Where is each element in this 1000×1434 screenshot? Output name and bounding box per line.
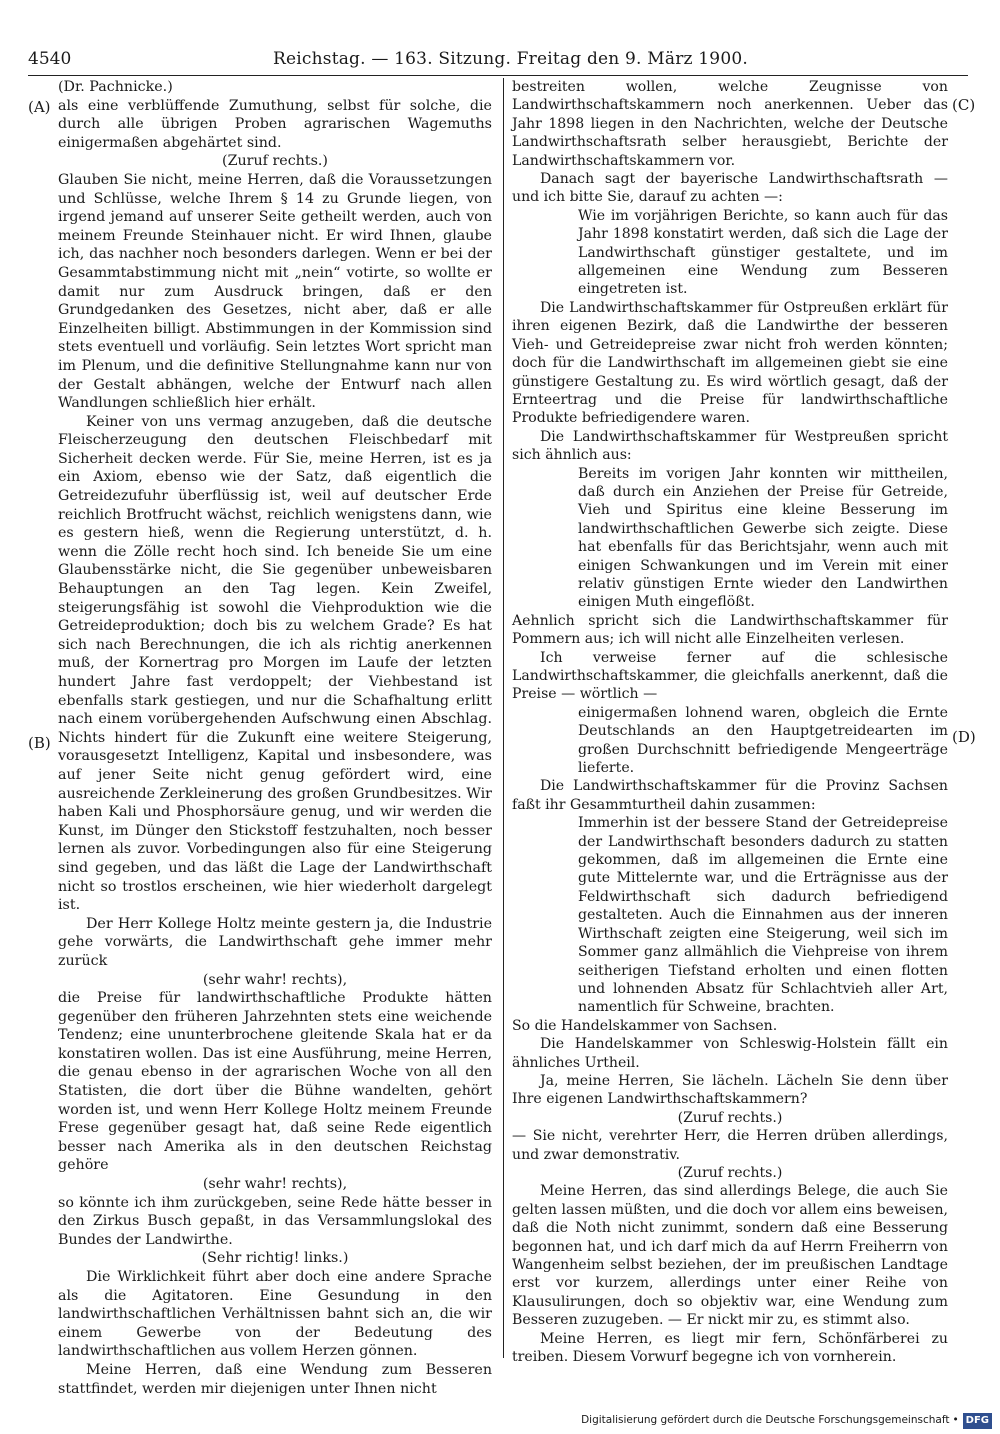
paragraph: Glauben Sie nicht, meine Herren, daß die Voraussetzungen und Schlüsse, welche Ihrem § 14 zu Grunde liegen, von irgend jemand auf unserer Seite getheilt werden, auch von meinem Freunde Steinhauer nicht. Er wird Ihnen, glaube ich, das nachher noch besonders darlegen. Wenn er bei der Gesammtabstimmung nicht mit „nein“ votirte, so wollte er damit nur zum Ausdruck bringen, daß er den Grundgedanken des Gesetzes, nicht aber, daß er alle Einzelheiten billigt. Abstimmungen in der Kommission sind stets eventuell und vorläufig. Sein letztes Wort spricht man im Plenum, und die definitive Stellungnahme kann nur von der Gestalt abhängen, welche der Entwurf nach allen Wandlungen schließlich hier erhält. [58, 171, 492, 412]
quotation: Immerhin ist der bessere Stand der Getreidepreise der Landwirthschaft besonders dadurch zu statten gekommen, daß im allgemeinen die Ernte eine gute Mittelernte war, und die Erträgnisse aus der Feldwirthschaft sich dadurch befriedigend gestalteten. Auch die Einnahmen aus der inneren Wirthschaft zeigten eine Steigerung, weil sich im Sommer ganz allmählich die Viehpreise von ihrem seitherigen Tiefstand erholten und einen flotten und lohnenden Absatz für Schlachtvieh aller Art, namentlich für Schweine, brachten. [578, 815, 948, 1016]
funding-footer [581, 1412, 992, 1428]
page-title: Reichstag. — 163. Sitzung. Freitag den 9. März 1900. [273, 49, 748, 69]
speaker-label: (Dr. Pachnicke.) [58, 79, 173, 95]
paragraph: Aehnlich spricht sich die Landwirthschaftskammer für Pommern aus; ich will nicht alle Einzelheiten verlesen. [512, 612, 948, 648]
paragraph: Keiner von uns vermag anzugeben, daß die deutsche Fleischerzeugung den deutschen Fleischbedarf mit Sicherheit decken werde. Für Sie, meine Herren, ist es ja ein Axiom, ebenso wie der Satz, daß eigentlich die Getreidezufuhr überflüssig ist, weil auf deutscher Erde reichlich Brotfrucht wächst, reichlich wenigstens dann, wie es gestern hieß, wenn die Regierung unterstützt, d. h. wenn die Zölle recht hoch sind. Ich beneide Sie um eine Glaubensstärke nicht, die Sie gegenüber unbeweisbaren Behauptungen an den Tag legen. Kein Zweifel, steigerungsfähig ist sowohl die Viehproduktion wie die Getreideproduktion; doch bis zu welchem Grade? Es hat sich nach Berechnungen, die ich als richtig anerkennen muß, der Kornertrag pro Morgen im Laufe der letzten hundert Jahre fast verdoppelt; der Viehbestand ist ebenfalls stark gestiegen, und nur die Schafhaltung erlitt nach einem vorübergehenden Aufschwung einen Abschlag. Nichts hindert für die Zukunft eine weitere Steigerung, vorausgesetzt Intelligenz, Kapital und insbesondere, was auf jener Seite nicht genug gefördert wird, eine ausreichende Zerkleinerung des großen Grundbesitzes. Wir haben Kali und Phosphorsäure genug, und wir werden die Kunst, im Dünger den Stickstoff festzuhalten, noch besser lernen als zuvor. Vorbedingungen also für eine Steigerung sind gegeben, und das läßt die Lage der Landwirthschaft nicht so trostlos erscheinen, wie hier wiederholt dargelegt ist. [58, 413, 492, 914]
paragraph: Die Handelskammer von Schleswig-Holstein fällt ein ähnliches Urtheil. [512, 1036, 948, 1071]
paragraph: Ich verweise ferner auf die schlesische Landwirthschaftskammer, die gleichfalls anerkennt, daß die Preise — wörtlich — [512, 649, 948, 703]
paragraph: so könnte ich ihm zurückgeben, seine Rede hätte besser in den Zirkus Busch gepaßt, in das Versammlungslokal des Bundes der Landwirthe. [58, 1194, 492, 1248]
interjection: (sehr wahr! rechts), [202, 1176, 348, 1193]
paragraph: Der Herr Kollege Holtz meinte gestern ja, die Industrie gehe vorwärts, die Landwirthschaft gehe immer mehr zurück [58, 915, 492, 969]
paragraph: bestreiten wollen, welche Zeugnisse von Landwirthschaftskammern noch anerkennen. Ueber das Jahr 1898 liegen in den Nachrichten, welche der Deutsche Landwirthschaftsrath selber herausgiebt, Berichte der Landwirthschaftskammern vor. [512, 79, 948, 169]
interjection: (sehr wahr! rechts), [202, 971, 348, 988]
left-column [58, 78, 492, 1398]
paragraph: Danach sagt der bayerische Landwirthschaftsrath — und ich bitte Sie, darauf zu achten —: [512, 171, 948, 206]
header-rule [28, 75, 968, 76]
dfg-logo-icon: DFG [963, 1413, 992, 1429]
quotation: einigermaßen lohnend waren, obgleich die Ernte Deutschlands an den Hauptgetreidearten im großen Durchschnitt befriedigende Mengeerträge lieferte. [578, 704, 948, 777]
right-column [512, 78, 948, 1366]
paragraph: die Preise für landwirthschaftliche Produkte hätten gegenüber den früheren Jahrzehnten stets eine weichende Tendenz; eine ununterbrochene gleitende Skala hat er da konstatiren wollen. Das ist eine Ausführung, meine Herren, die genau ebenso in der agrarischen Woche von all den Statisten, die dort über die Bühne wandelten, gehört worden ist, und wenn Herr Kollege Holtz meinem Freunde Frese gegenüber gesagt hat, daß seine Rede eigentlich besser nach Amerika als in den deutschen Reichstag gehöre [58, 990, 492, 1174]
interjection: (Zuruf rechts.) [222, 153, 328, 170]
paragraph: Meine Herren, daß eine Wendung zum Besseren stattfindet, werden mir diejenigen unter Ihnen nicht [58, 1361, 492, 1397]
paragraph: Die Landwirthschaftskammer für Ostpreußen erklärt für ihren eigenen Bezirk, daß die Landwirthe der besseren Vieh- und Getreidepreise zwar nicht froh werden könnten; doch für die Landwirthschaft im allgemeinen giebt sie eine günstigere Gestaltung zu. Es wird wörtlich gesagt, daß der Ernteertrag und die Preise für landwirthschaftliche Produkte befriedigendere waren. [512, 299, 948, 427]
column-divider [503, 78, 504, 1358]
paragraph: Meine Herren, es liegt mir fern, Schönfärberei zu treiben. Diesem Vorwurf begegne ich von vornherein. [512, 1330, 948, 1366]
margin-mark-b: (B) [28, 734, 51, 752]
footer-separator: • [952, 1414, 959, 1426]
paragraph: — Sie nicht, verehrter Herr, die Herren drüben allerdings, und zwar demonstrativ. [512, 1128, 948, 1163]
page-header [28, 44, 748, 74]
paragraph: So die Handelskammer von Sachsen. [512, 1017, 778, 1034]
margin-mark-a: (A) [28, 98, 51, 116]
paragraph: Die Landwirthschaftskammer für Westpreußen spricht sich ähnlich aus: [512, 428, 948, 464]
quotation: Wie im vorjährigen Berichte, so kann auch für das Jahr 1898 konstatirt werden, daß sich die Lage der Landwirthschaft günstiger gestaltete, und im allgemeinen eine Wendung zum Besseren eingetreten ist. [578, 207, 948, 298]
paragraph: Ja, meine Herren, Sie lächeln. Lächeln Sie denn über Ihre eigenen Landwirthschaftskammern? [512, 1072, 948, 1108]
interjection: (Zuruf rechts.) [677, 1164, 783, 1181]
page-number: 4540 [28, 49, 72, 69]
interjection: (Sehr richtig! links.) [201, 1250, 349, 1267]
margin-mark-c: (C) [952, 96, 976, 114]
paragraph: als eine verblüffende Zumuthung, selbst für solche, die durch alle übrigen Proben agrarischen Wagemuths einigermaßen abgehärtet sind. [58, 97, 492, 151]
paragraph: Die Wirklichkeit führt aber doch eine andere Sprache als die Agitatoren. Eine Gesundung in den landwirthschaftlichen Verhältnissen bahnt sich an, die wir einem Gewerbe von der Bedeutung des landwirthschaftlichen aus vollem Herzen gönnen. [58, 1269, 492, 1360]
footer-text: Digitalisierung gefördert durch die Deutsche Forschungsgemeinschaft [581, 1414, 950, 1426]
margin-mark-d: (D) [952, 728, 976, 746]
paragraph: Die Landwirthschaftskammer für die Provinz Sachsen faßt ihr Gesammturtheil dahin zusammen: [512, 778, 948, 813]
quotation: Bereits im vorigen Jahr konnten wir mittheilen, daß durch ein Anziehen der Preise für Getreide, Vieh und Spiritus eine kleine Besserung im landwirthschaftlichen Gewerbe sich zeigte. Diese hat ebenfalls für das Berichtsjahr, wenn auch mit einigen Schwankungen und im Verein mit einer relativ günstigen Ernte wieder den Landwirthen einigen Muth eingeflößt. [578, 465, 948, 611]
paragraph: Meine Herren, das sind allerdings Belege, die auch Sie gelten lassen müßten, und die doch vor allem eins beweisen, daß die Noth nicht zunimmt, sondern daß eine Besserung begonnen hat, und ich darf mich da auf Herrn Freiherrn von Wangenheim selbst beziehen, der im preußischen Landtage erst vor kurzem, allerdings unter einer Reihe von Klausulirungen, doch so objektiv war, eine Wendung zum Besseren zuzugeben. — Er nickt mir zu, es stimmt also. [512, 1183, 948, 1329]
interjection: (Zuruf rechts.) [677, 1109, 783, 1126]
